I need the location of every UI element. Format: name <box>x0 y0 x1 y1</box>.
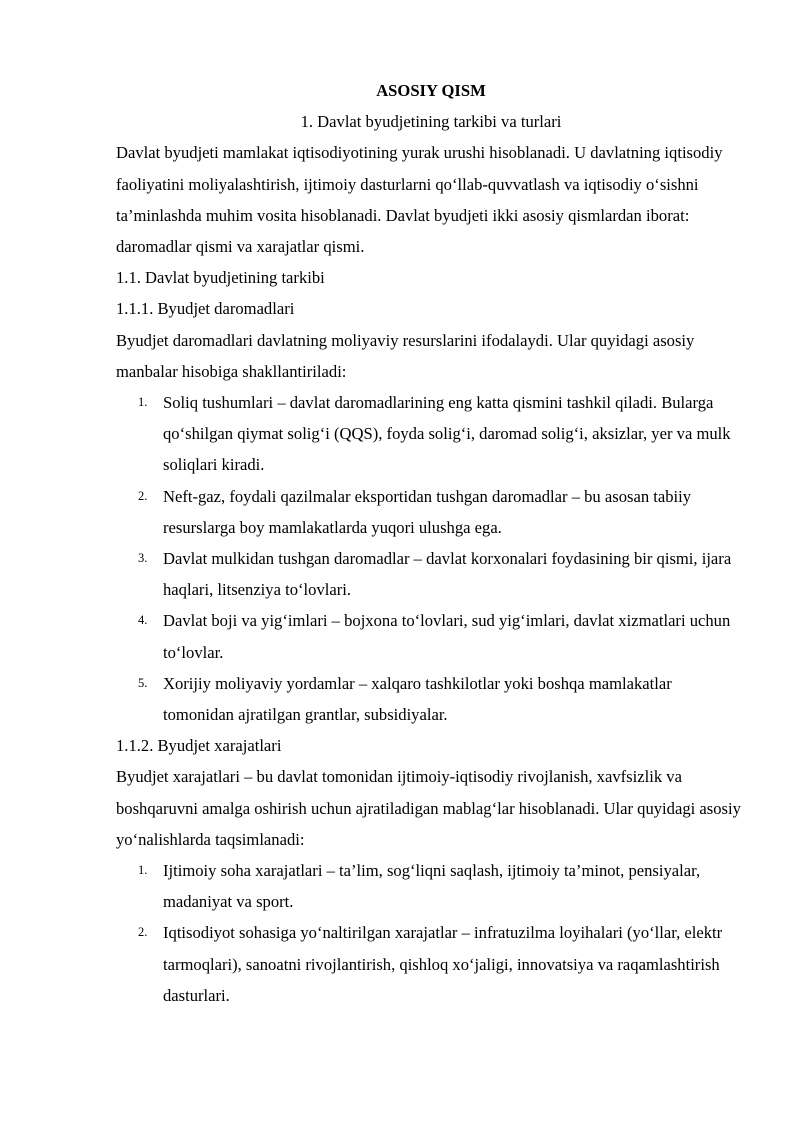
list-item-number: 2. <box>138 488 148 503</box>
section-heading-1-1-2: 1.1.2. Byudjet xarajatlari <box>116 736 282 756</box>
list-item-text: Iqtisodiyot sohasiga yo‘naltirilgan xarajatlar – infratuzilma loyihalari (yo‘llar, elektr tarmoqlari), sanoatni rivojlantirish, qishloq xo‘jaligi, innovatsiya va raqamlashtirish dasturlari. <box>163 923 723 1005</box>
section-heading-1-1: 1.1. Davlat byudjetining tarkibi <box>116 268 325 288</box>
chapter-heading: 1. Davlat byudjetining tarkibi va turlari <box>300 112 562 132</box>
list-item-text: Xorijiy moliyaviy yordamlar – xalqaro tashkilotlar yoki boshqa mamlakatlar tomonidan ajratilgan grantlar, subsidiyalar. <box>163 673 672 725</box>
list-item <box>116 917 746 1011</box>
expense-list <box>116 855 746 1011</box>
list-item <box>116 605 746 667</box>
list-item <box>116 387 746 481</box>
list-item-text: Davlat mulkidan tushgan daromadlar – davlat korxonalari foydasining bir qismi, ijara haqlari, litsenziya to‘lovlari. <box>163 549 732 600</box>
list-item-text: Davlat boji va yig‘imlari – bojxona to‘lovlari, sud yig‘imlari, davlat xizmatlari uchun to‘lovlar. <box>163 611 731 662</box>
list-item <box>116 543 746 605</box>
list-item-number: 1. <box>138 863 148 878</box>
list-item-text: Neft-gaz, foydali qazilmalar eksportidan tushgan daromadlar – bu asosan tabiiy resurslarga boy mamlakatlarda yuqori ulushga ega. <box>163 486 692 537</box>
revenue-list <box>116 387 746 730</box>
list-item-text: Ijtimoiy soha xarajatlari – ta’lim, sog‘liqni saqlash, ijtimoiy ta’minot, pensiyalar, madaniyat va sport. <box>163 861 701 912</box>
list-item <box>116 855 746 917</box>
list-item-number: 3. <box>138 551 148 566</box>
list-item-number: 2. <box>138 925 148 940</box>
list-item-number: 4. <box>138 613 148 628</box>
document-body <box>116 75 746 1011</box>
expense-intro-paragraph: Byudjet xarajatlari – bu davlat tomonidan ijtimoiy-iqtisodiy rivojlanish, xavfsizlik va boshqaruvni amalga oshirish uchun ajratiladigan mablag‘lar hisoblanadi. Ular quyidagi asosiy yo‘nalishlarda taqsimlanadi: <box>116 767 741 849</box>
list-item-number: 5. <box>138 675 148 690</box>
intro-paragraph: Davlat byudjeti mamlakat iqtisodiyotining yurak urushi hisoblanadi. U davlatning iqtisodiy faoliyatini moliyalashtirish, ijtimoiy dasturlarni qo‘llab-quvvatlash va iqtisodiy o‘sishni ta’minlashda muhim vosita hisoblanadi. Davlat byudjeti ikki asosiy qismlardan iborat: daromadlar qismi va xarajatlar qismi. <box>116 143 723 257</box>
list-item-text: Soliq tushumlari – davlat daromadlarining eng katta qismini tashkil qiladi. Bularga qo‘shilgan qiymat solig‘i (QQS), foyda solig‘i, daromad solig‘i, aksizlar, yer va mulk soliqlari kiradi. <box>163 393 731 475</box>
document-title: ASOSIY QISM <box>376 81 486 100</box>
revenue-intro-paragraph: Byudjet daromadlari davlatning moliyaviy resurslarini ifodalaydi. Ular quyidagi asosiy manbalar hisobiga shakllantiriladi: <box>116 330 695 381</box>
list-item-number: 1. <box>138 395 148 410</box>
list-item <box>116 668 746 730</box>
section-heading-1-1-1: 1.1.1. Byudjet daromadlari <box>116 299 295 319</box>
list-item <box>116 481 746 543</box>
